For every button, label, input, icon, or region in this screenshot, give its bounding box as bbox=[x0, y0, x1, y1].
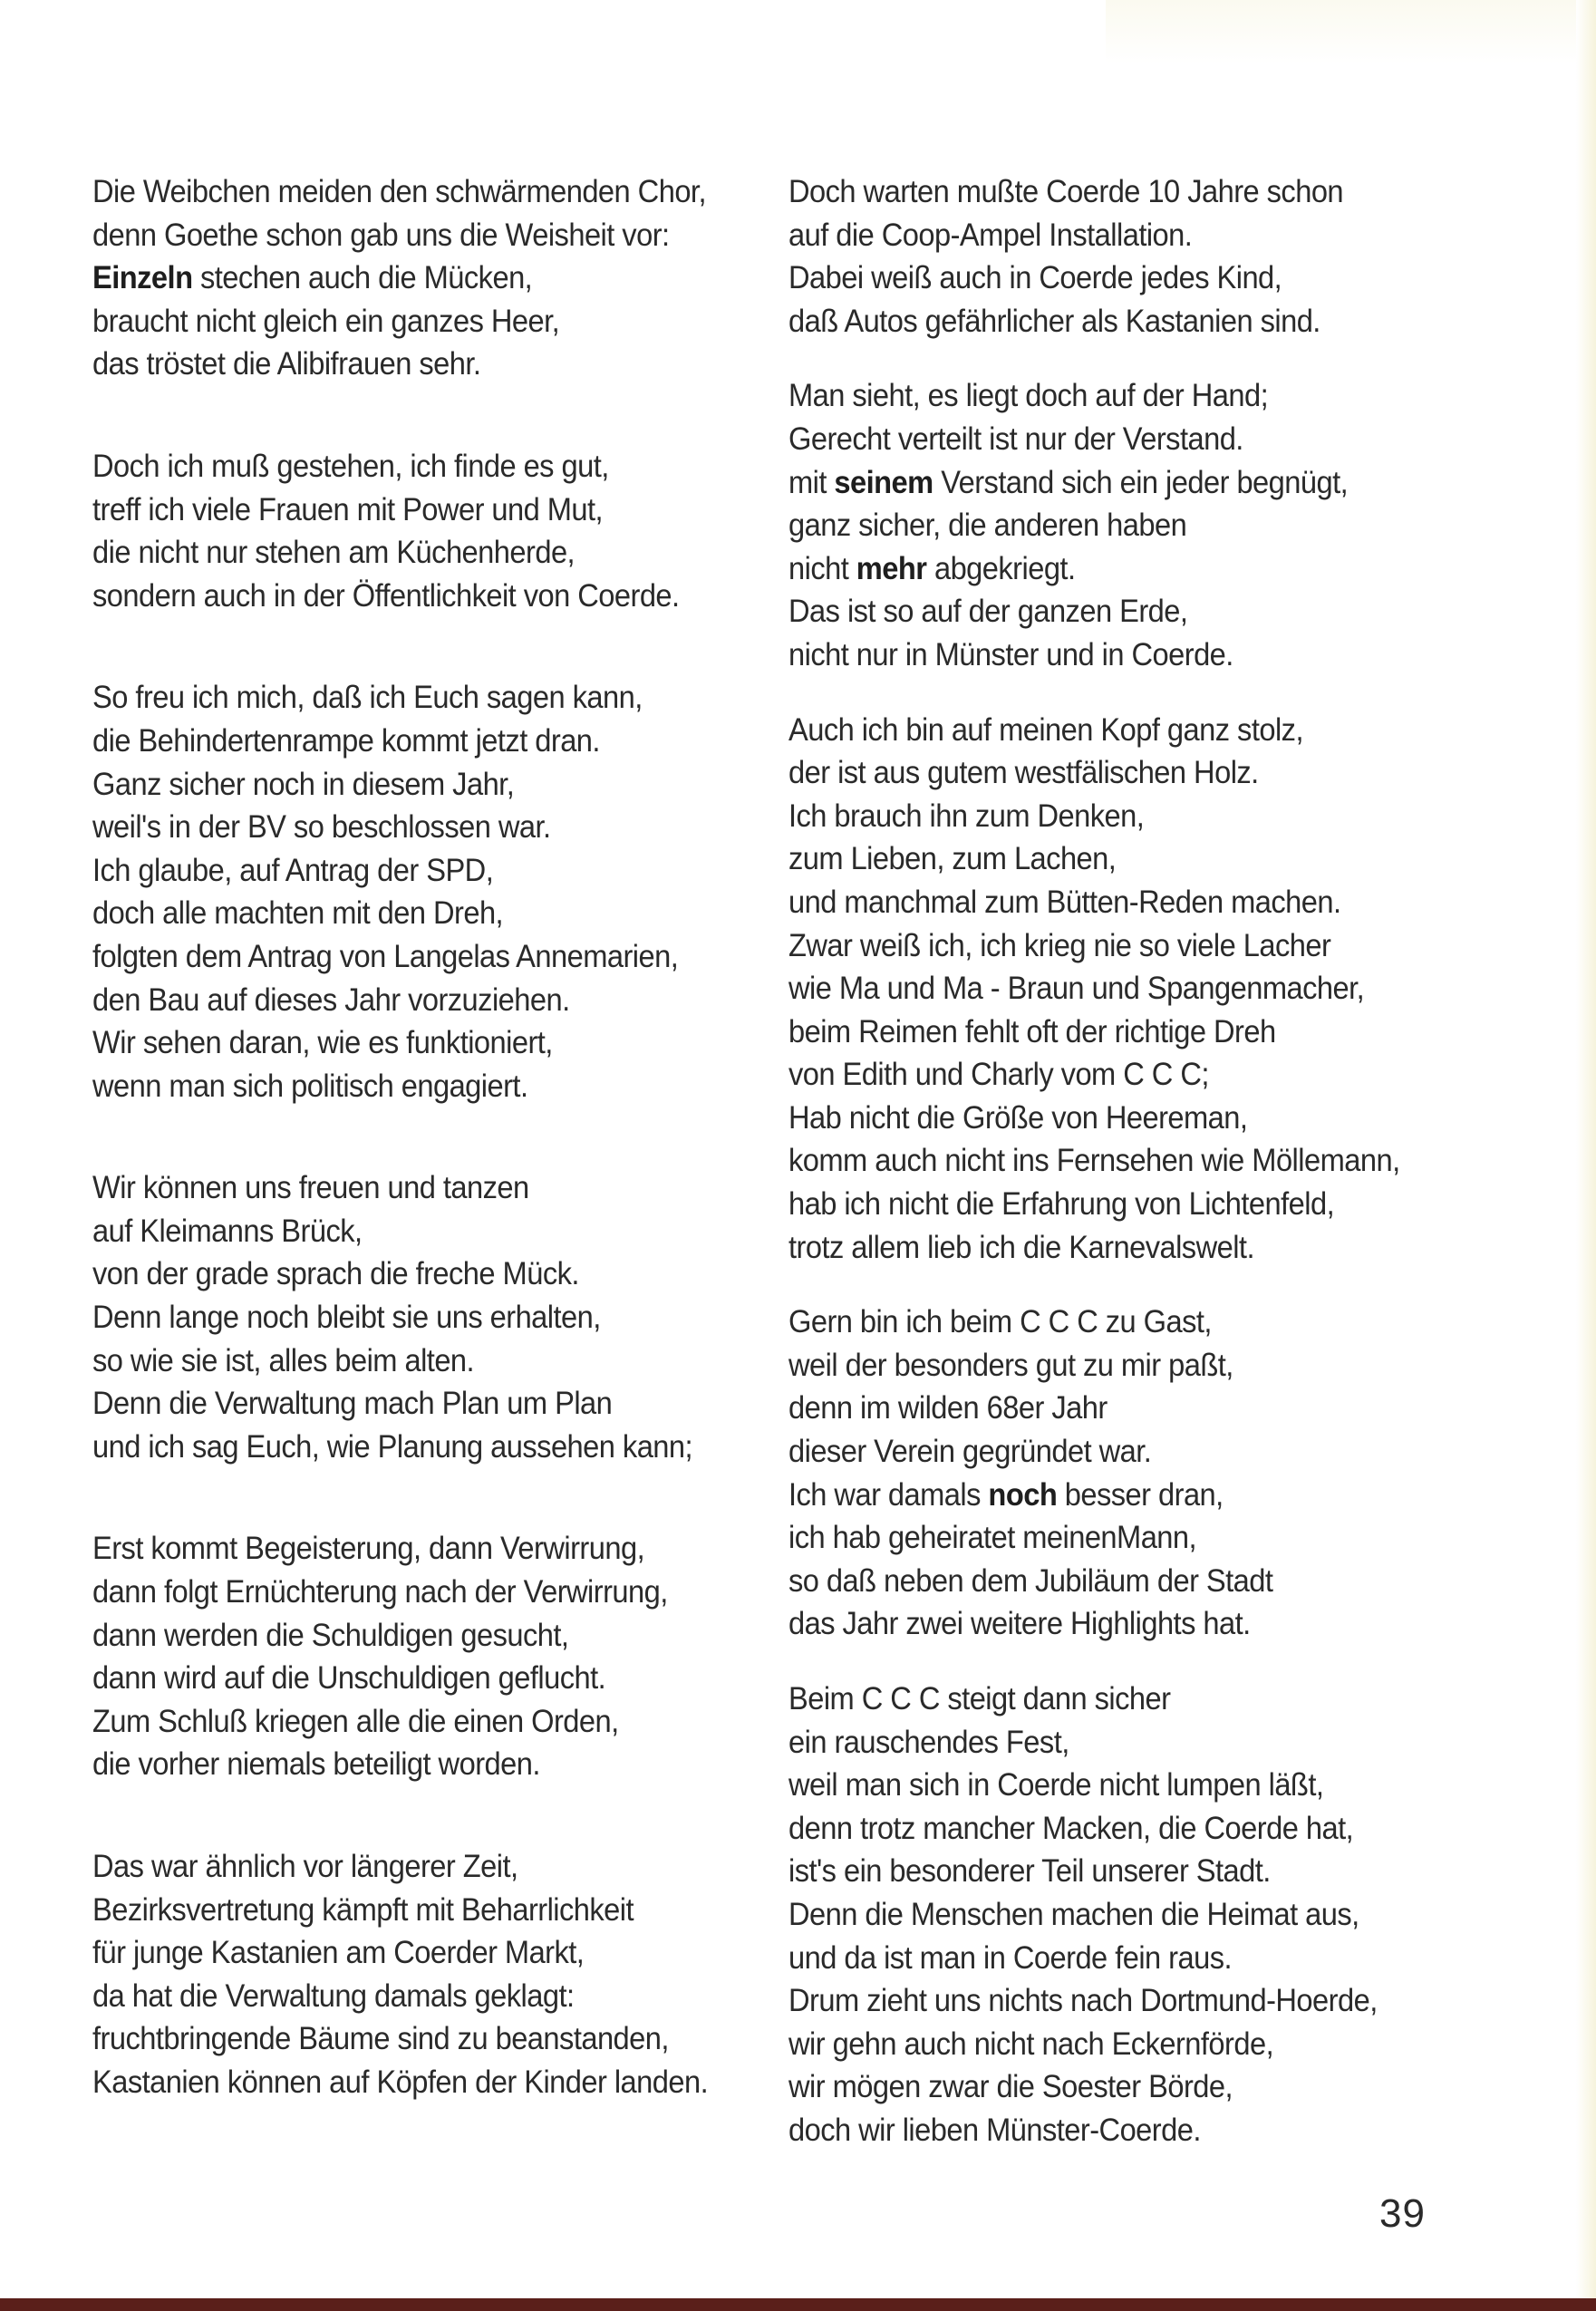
emphasis-word: noch bbox=[988, 1475, 1058, 1513]
poem-line-start: Ich war damals bbox=[788, 1475, 981, 1513]
poem-line: wir mögen zwar die Soester Börde, bbox=[788, 2068, 1233, 2105]
right-column bbox=[788, 170, 1456, 2152]
emphasis-word: mehr bbox=[856, 549, 927, 586]
poem-line: Auch ich bin auf meinen Kopf ganz stolz, bbox=[788, 711, 1303, 748]
poem-line: doch wir lieben Münster-Coerde. bbox=[788, 2111, 1201, 2148]
poem-line: so wie sie ist, alles beim alten. bbox=[92, 1341, 475, 1378]
poem-line-start: mit bbox=[788, 463, 827, 500]
poem-line bbox=[92, 256, 743, 300]
poem-line: weil der besonders gut zu mir paßt, bbox=[788, 1346, 1233, 1383]
poem-line: wir gehn auch nicht nach Eckernförde, bbox=[788, 2025, 1274, 2062]
poem-line: weil man sich in Coerde nicht lumpen läßt, bbox=[788, 1766, 1324, 1803]
poem-line: da hat die Verwaltung damals geklagt: bbox=[92, 1977, 575, 2014]
poem-line: Gerecht verteilt ist nur der Verstand. bbox=[788, 420, 1243, 457]
poem-line: Denn die Verwaltung mach Plan um Plan bbox=[92, 1385, 613, 1422]
poem-line: und manchmal zum Bütten-Reden machen. bbox=[788, 883, 1341, 920]
poem-line: Wir sehen daran, wie es funktioniert, bbox=[92, 1024, 553, 1061]
poem-line: denn im wilden 68er Jahr bbox=[788, 1389, 1108, 1426]
poem-line: so daß neben dem Jubiläum der Stadt bbox=[788, 1562, 1273, 1599]
emphasis-word: Einzeln bbox=[92, 259, 193, 296]
page-edge-right bbox=[1576, 0, 1596, 2311]
poem-line: treff ich viele Frauen mit Power und Mut, bbox=[92, 490, 604, 527]
poem-line: Erst kommt Begeisterung, dann Verwirrung, bbox=[92, 1530, 645, 1567]
poem-line: von Edith und Charly vom C C C; bbox=[788, 1056, 1209, 1093]
poem-line: dann wird auf die Unschuldigen geflucht. bbox=[92, 1659, 606, 1697]
poem-line bbox=[788, 1474, 1456, 1517]
poem-line: Die Weibchen meiden den schwärmenden Chor, bbox=[92, 173, 706, 209]
poem-line: trotz allem lieb ich die Karnevalswelt. bbox=[788, 1228, 1254, 1265]
emphasis-word: seinem bbox=[834, 463, 933, 500]
poem-line: dann folgt Ernüchterung nach der Verwirrung, bbox=[92, 1573, 668, 1610]
poem-line: ganz sicher, die anderen haben bbox=[788, 507, 1187, 544]
left-stanza-1 bbox=[92, 170, 743, 386]
left-stanza-3 bbox=[92, 676, 743, 1107]
poem-line: daß Autos gefährlicher als Kastanien sind. bbox=[788, 302, 1320, 339]
poem-line: Ich brauch ihn zum Denken, bbox=[788, 797, 1145, 834]
poem-line: Kastanien können auf Köpfen der Kinder landen. bbox=[92, 2063, 709, 2100]
poem-line: doch alle machten mit den Dreh, bbox=[92, 894, 504, 932]
poem-line: die vorher niemals beteiligt worden. bbox=[92, 1745, 540, 1783]
left-stanza-5 bbox=[92, 1527, 743, 1786]
poem-line: denn Goethe schon gab uns die Weisheit vor: bbox=[92, 216, 670, 253]
poem-line: Zwar weiß ich, ich krieg nie so viele Lacher bbox=[788, 926, 1331, 963]
left-stanza-6 bbox=[92, 1845, 743, 2104]
poem-line: Doch ich muß gestehen, ich finde es gut, bbox=[92, 447, 609, 484]
right-stanza-2 bbox=[788, 374, 1456, 676]
poem-line: Wir können uns freuen und tanzen bbox=[92, 1169, 529, 1206]
poem-line: Zum Schluß kriegen alle die einen Orden, bbox=[92, 1702, 619, 1739]
poem-line: Das war ähnlich vor längerer Zeit, bbox=[92, 1848, 518, 1884]
poem-line: denn trotz mancher Macken, die Coerde hat, bbox=[788, 1809, 1354, 1846]
poem-line: Das ist so auf der ganzen Erde, bbox=[788, 593, 1188, 630]
poem-line: Bezirksvertretung kämpft mit Beharrlichkeit bbox=[92, 1890, 634, 1928]
page-edge-top bbox=[1106, 0, 1596, 63]
left-column bbox=[92, 170, 743, 2104]
poem-line: Dabei weiß auch in Coerde jedes Kind, bbox=[788, 259, 1282, 296]
poem-line-rest: besser dran, bbox=[1064, 1475, 1224, 1513]
poem-line bbox=[788, 547, 1456, 591]
poem-line: und ich sag Euch, wie Planung aussehen kann; bbox=[92, 1427, 693, 1465]
right-stanza-4 bbox=[788, 1301, 1456, 1646]
poem-line-rest: abgekriegt. bbox=[933, 549, 1076, 586]
right-stanza-5 bbox=[788, 1678, 1456, 2152]
poem-line: weil's in der BV so beschlossen war. bbox=[92, 808, 551, 846]
poem-line: und da ist man in Coerde fein raus. bbox=[788, 1939, 1233, 1976]
poem-line-rest: stechen auch die Mücken, bbox=[199, 259, 533, 296]
poem-line: ist's ein besonderer Teil unserer Stadt. bbox=[788, 1852, 1271, 1890]
poem-line bbox=[788, 461, 1456, 505]
poem-line: nicht nur in Münster und in Coerde. bbox=[788, 635, 1233, 672]
poem-line: dieser Verein gegründet war. bbox=[788, 1433, 1152, 1470]
right-stanza-3 bbox=[788, 709, 1456, 1270]
poem-line: Gern bin ich beim C C C zu Gast, bbox=[788, 1303, 1212, 1340]
poem-line: den Bau auf dieses Jahr vorzuziehen. bbox=[92, 981, 570, 1018]
left-stanza-4 bbox=[92, 1166, 743, 1468]
poem-line: sondern auch in der Öffentlichkeit von Coerde. bbox=[92, 576, 680, 614]
poem-line: Ganz sicher noch in diesem Jahr, bbox=[92, 765, 515, 802]
poem-line: Beim C C C steigt dann sicher bbox=[788, 1680, 1171, 1716]
poem-line: wenn man sich politisch engagiert. bbox=[92, 1067, 528, 1104]
poem-line: das Jahr zwei weitere Highlights hat. bbox=[788, 1605, 1251, 1642]
poem-line: fruchtbringende Bäume sind zu beanstanden, bbox=[92, 2020, 669, 2057]
poem-line: auf die Coop-Ampel Installation. bbox=[788, 216, 1193, 253]
poem-line: Man sieht, es liegt doch auf der Hand; bbox=[788, 377, 1269, 414]
poem-line: hab ich nicht die Erfahrung von Lichtenfeld, bbox=[788, 1185, 1335, 1223]
poem-line-start: nicht bbox=[788, 549, 849, 586]
poem-line: der ist aus gutem westfälischen Holz. bbox=[788, 754, 1259, 791]
poem-line: ein rauschendes Fest, bbox=[788, 1723, 1069, 1760]
poem-line: folgten dem Antrag von Langelas Annemarien, bbox=[92, 937, 679, 974]
poem-line: Drum zieht uns nichts nach Dortmund-Hoerde, bbox=[788, 1982, 1378, 2019]
page-number: 39 bbox=[1379, 2191, 1426, 2236]
poem-line: Ich glaube, auf Antrag der SPD, bbox=[92, 851, 494, 888]
poem-line: Hab nicht die Größe von Heereman, bbox=[788, 1098, 1248, 1136]
poem-line: das tröstet die Alibifrauen sehr. bbox=[92, 345, 481, 382]
poem-line: von der grade sprach die freche Mück. bbox=[92, 1255, 579, 1292]
poem-line: Denn die Menschen machen die Heimat aus, bbox=[788, 1895, 1359, 1932]
poem-line: dann werden die Schuldigen gesucht, bbox=[92, 1616, 569, 1653]
poem-line: Denn lange noch bleibt sie uns erhalten, bbox=[92, 1299, 601, 1336]
poem-line: auf Kleimanns Brück, bbox=[92, 1212, 363, 1249]
page-edge-bottom bbox=[0, 2298, 1596, 2311]
poem-line: wie Ma und Ma - Braun und Spangenmacher, bbox=[788, 970, 1365, 1007]
poem-line: die Behindertenrampe kommt jetzt dran. bbox=[92, 721, 600, 759]
poem-line: komm auch nicht ins Fernsehen wie Möllemann, bbox=[788, 1142, 1400, 1179]
poem-line: braucht nicht gleich ein ganzes Heer, bbox=[92, 302, 560, 339]
poem-line: für junge Kastanien am Coerder Markt, bbox=[92, 1934, 585, 1971]
poem-line: zum Lieben, zum Lachen, bbox=[788, 840, 1117, 877]
poem-line: ich hab geheiratet meinenMann, bbox=[788, 1519, 1197, 1556]
poem-line: die nicht nur stehen am Küchenherde, bbox=[92, 534, 576, 571]
right-stanza-1 bbox=[788, 170, 1456, 343]
poem-line: beim Reimen fehlt oft der richtige Dreh bbox=[788, 1012, 1276, 1049]
left-stanza-2 bbox=[92, 445, 743, 617]
poem-line: Doch warten mußte Coerde 10 Jahre schon bbox=[788, 173, 1344, 209]
poem-line: So freu ich mich, daß ich Euch sagen kann, bbox=[92, 679, 643, 716]
poem-line-rest: Verstand sich ein jeder begnügt, bbox=[941, 463, 1349, 500]
